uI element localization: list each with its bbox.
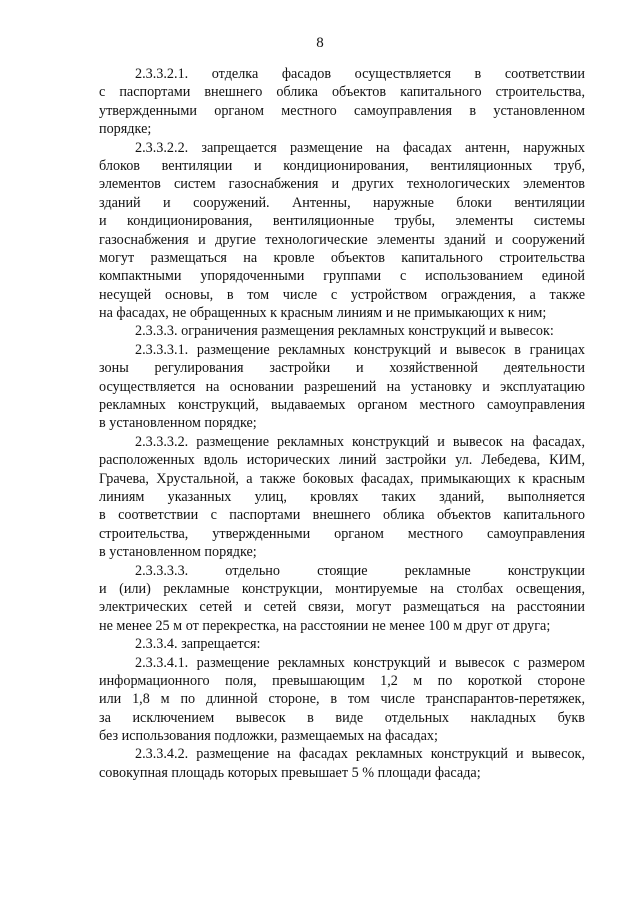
text-line: Грачева, Хрустальной, а также боковых фасадах, примыкающих к красным <box>99 470 585 487</box>
paragraph-2-3-3-3-3 <box>99 562 585 636</box>
text-line: 2.3.3.3. ограничения размещения рекламных конструкций и вывесок: <box>135 323 554 340</box>
text-line: за исключением вывесок в виде отдельных накладных букв <box>99 709 585 726</box>
text-line: электрических сетей и сетей связи, могут размещаться на расстоянии <box>99 599 585 616</box>
text-line: компактными упорядоченными группами с использованием единой <box>99 268 585 285</box>
text-line: осуществляется на основании разрешений на установку и эксплуатацию <box>99 378 585 395</box>
paragraph-2-3-3-4-2 <box>99 745 585 782</box>
text-line: 2.3.3.4. запрещается: <box>135 636 261 653</box>
text-line: без использования подложки, размещаемых на фасадах; <box>99 728 438 745</box>
text-line: рекламных конструкций, выдаваемых органом местного самоуправления <box>99 397 585 414</box>
text-line: и кондиционирования, вентиляционные трубы, элементы системы <box>99 213 585 230</box>
text-line: и (или) рекламные конструкции, монтируемые на столбах освещения, <box>99 580 585 597</box>
paragraph-2-3-3-3-1 <box>99 341 585 433</box>
text-line: могут размещаться на кровле объектов капитального строительства <box>99 249 585 266</box>
paragraph-2-3-3-4 <box>99 635 585 653</box>
text-line: расположенных вдоль исторических линий застройки ул. Лебедева, КИМ, <box>99 452 585 469</box>
text-line: порядке; <box>99 121 152 138</box>
text-line: не менее 25 м от перекрестка, на расстоянии не менее 100 м друг от друга; <box>99 617 551 634</box>
paragraph-2-3-3-3-2 <box>99 433 585 562</box>
text-line: 2.3.3.4.1. размещение рекламных конструкций и вывесок с размером <box>135 654 585 671</box>
text-line: в установленном порядке; <box>99 415 257 432</box>
text-line: строительства, утвержденными органом местного самоуправления <box>99 525 585 542</box>
text-line: 2.3.3.3.2. размещение рекламных конструкций и вывесок на фасадах, <box>135 433 585 450</box>
text-line: газоснабжения и другие технологические элементы зданий и сооружений <box>99 231 585 248</box>
text-line: утвержденными органом местного самоуправления в установленном <box>99 102 585 119</box>
text-line: совокупная площадь которых превышает 5 % площади фасада; <box>99 764 481 781</box>
text-line: элементов систем газоснабжения и других технологических элементов <box>99 176 585 193</box>
text-line: в установленном порядке; <box>99 544 257 561</box>
text-line: линиям указанных улиц, кровлях таких зданий, выполняется <box>99 488 585 505</box>
paragraph-2-3-3-3 <box>99 322 585 340</box>
text-line: информационного поля, превышающим 1,2 м по короткой стороне <box>99 672 585 689</box>
text-line: 2.3.3.2.2. запрещается размещение на фасадах антенн, наружных <box>135 139 585 156</box>
text-line: 2.3.3.3.1. размещение рекламных конструкций и вывесок в границах <box>135 341 585 358</box>
paragraph-2-3-3-2-1 <box>99 65 585 139</box>
text-line: на фасадах, не обращенных к красным линиям и не примыкающих к ним; <box>99 305 547 322</box>
paragraph-2-3-3-2-2 <box>99 139 585 323</box>
document-body <box>99 65 585 782</box>
text-line: несущей основы, в том числе с устройством ограждения, а также <box>99 286 585 303</box>
text-line: с паспортами внешнего облика объектов капитального строительства, <box>99 84 585 101</box>
text-line: зданий и сооружений. Антенны, наружные блоки вентиляции <box>99 194 585 211</box>
text-line: в соответствии с паспортами внешнего облика объектов капитального <box>99 507 585 524</box>
text-line: 2.3.3.2.1. отделка фасадов осуществляется в соответствии <box>135 66 585 82</box>
text-line: 2.3.3.3.3. отдельно стоящие рекламные конструкции <box>135 562 585 579</box>
text-line: зоны регулирования застройки и хозяйственной деятельности <box>99 360 585 377</box>
page-number: 8 <box>316 35 324 51</box>
paragraph-2-3-3-4-1 <box>99 654 585 746</box>
text-line: блоков вентиляции и кондиционирования, вентиляционных труб, <box>99 157 585 174</box>
text-line: или 1,8 м по длинной стороне, в том числе транспарантов-перетяжек, <box>99 691 585 708</box>
text-line: 2.3.3.4.2. размещение на фасадах рекламных конструкций и вывесок, <box>135 746 585 763</box>
